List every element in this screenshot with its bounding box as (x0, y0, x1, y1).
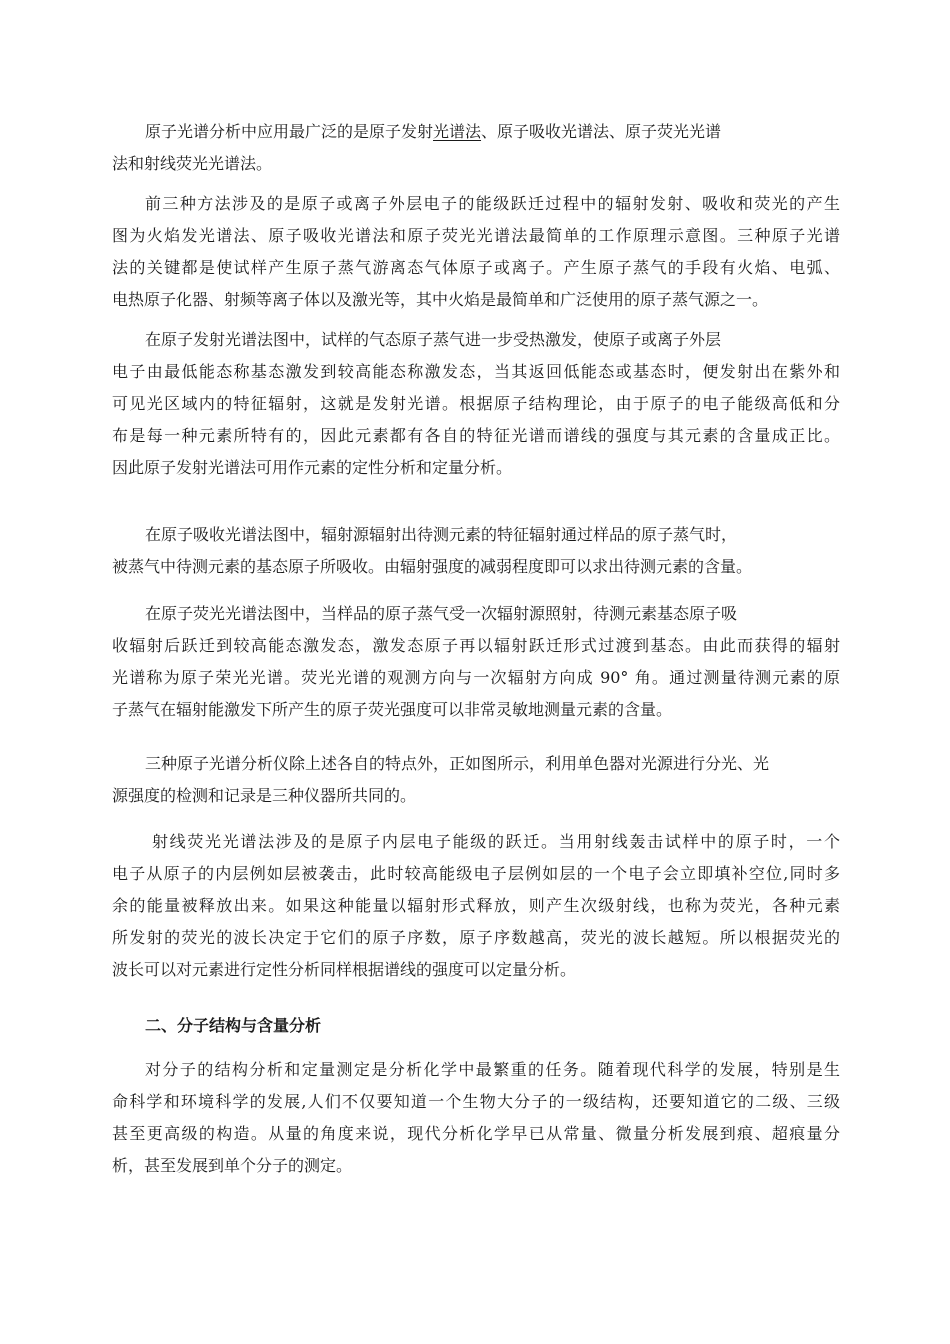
paragraph-line: 图为火焰发光谱法、原子吸收光谱法和原子荧光光谱法最简单的工作原理示意图。三种原子光谱 (112, 226, 840, 245)
paragraph-line: 射线荧光光谱法涉及的是原子内层电子能级的跃迁。当用射线轰击试样中的原子时，一个 (152, 832, 840, 851)
paragraph-line: 命科学和环境科学的发展,人们不仅要知道一个生物大分子的一级结构，还要知道它的二级、三级 (112, 1092, 840, 1111)
paragraph-line: 前三种方法涉及的是原子或离子外层电子的能级跃迁过程中的辐射发射、吸收和荧光的产生 (145, 194, 840, 213)
paragraph-line: 余的能量被释放出来。如果这种能量以辐射形式释放，则产生次级射线，也称为荧光，各种元素 (112, 896, 840, 915)
paragraph-line: 法的关键都是使试样产生原子蒸气游离态气体原子或离子。产生原子蒸气的手段有火焰、电弧、 (112, 258, 840, 277)
paragraph-line: 所发射的荧光的波长决定于它们的原子序数，原子序数越高，荧光的波长越短。所以根据荧光的 (112, 928, 840, 947)
paragraph-emission-spectroscopy (112, 324, 840, 484)
paragraph-line: 法和射线荧光光谱法。 (112, 154, 273, 173)
paragraph-line: 收辐射后跃迁到较高能态激发态，激发态原子再以辐射跃迁形式过渡到基态。由此而获得的辐射 (112, 636, 840, 655)
paragraph-line: 电子从原子的内层例如层被袭击，此时较高能级电子层例如层的一个电子会立即填补空位,同时多 (112, 864, 840, 883)
paragraph-line: 源强度的检测和记录是三种仪器所共同的。 (112, 786, 417, 805)
paragraph-line: 在原子吸收光谱法图中，辐射源辐射出待测元素的特征辐射通过样品的原子蒸气时， (145, 525, 738, 544)
section-heading: 二、分子结构与含量分析 (145, 1016, 322, 1035)
paragraph-line: 对分子的结构分析和定量测定是分析化学中最繁重的任务。随着现代科学的发展，特别是生 (145, 1060, 840, 1079)
paragraph-line: 在原子发射光谱法图中，试样的气态原子蒸气进一步受热激发，使原子或离子外层 (145, 330, 722, 349)
underlined-term: 光谱法 (433, 122, 482, 141)
paragraph-line: 电子由最低能态称基态激发到较高能态称激发态，当其返回低能态或基态时，便发射出在紫外和 (112, 362, 840, 381)
paragraph-common-features (112, 748, 840, 812)
paragraph-xray-fluorescence (112, 826, 840, 986)
paragraph-line: 电热原子化器、射频等离子体以及激光等，其中火焰是最简单和广泛使用的原子蒸气源之一。 (112, 290, 769, 309)
paragraph-three-methods (112, 188, 840, 316)
paragraph-molecular-analysis (112, 1054, 840, 1182)
paragraph-absorption-spectroscopy (112, 519, 840, 583)
paragraph-line: 可见光区域内的特征辐射，这就是发射光谱。根据原子结构理论，由于原子的电子能级高低和分 (112, 394, 840, 413)
paragraph-line: 波长可以对元素进行定性分析同样根据谱线的强度可以定量分析。 (112, 960, 577, 979)
paragraph-line: 被蒸气中待测元素的基态原子所吸收。由辐射强度的减弱程度即可以求出待测元素的含量。 (112, 557, 753, 576)
paragraph-line: 光谱称为原子荣光光谱。荧光光谱的观测方向与一次辐射方向成 90° 角。通过测量待测元素的原 (112, 668, 840, 687)
paragraph-line: 原子光谱分析中应用最广泛的是原子发射光谱法、原子吸收光谱法、原子荧光光谱 (145, 122, 722, 141)
paragraph-line: 三种原子光谱分析仪除上述各自的特点外，正如图所示，利用单色器对光源进行分光、光 (145, 754, 770, 773)
paragraph-line: 子蒸气在辐射能激发下所产生的原子荧光强度可以非常灵敏地测量元素的含量。 (112, 700, 673, 719)
paragraph-line: 析，甚至发展到单个分子的测定。 (112, 1156, 353, 1175)
paragraph-fluorescence-spectroscopy (112, 598, 840, 726)
paragraph-atomic-spectroscopy-intro (112, 116, 840, 180)
paragraph-line: 布是每一种元素所特有的，因此元素都有各自的特征光谱而谱线的强度与其元素的含量成正比。 (112, 426, 840, 445)
paragraph-line: 在原子荧光光谱法图中，当样品的原子蒸气受一次辐射源照射，待测元素基态原子吸 (145, 604, 738, 623)
paragraph-line: 因此原子发射光谱法可用作元素的定性分析和定量分析。 (112, 458, 513, 477)
paragraph-line: 甚至更高级的构造。从量的角度来说，现代分析化学早已从常量、微量分析发展到痕、超痕量分 (112, 1124, 840, 1143)
